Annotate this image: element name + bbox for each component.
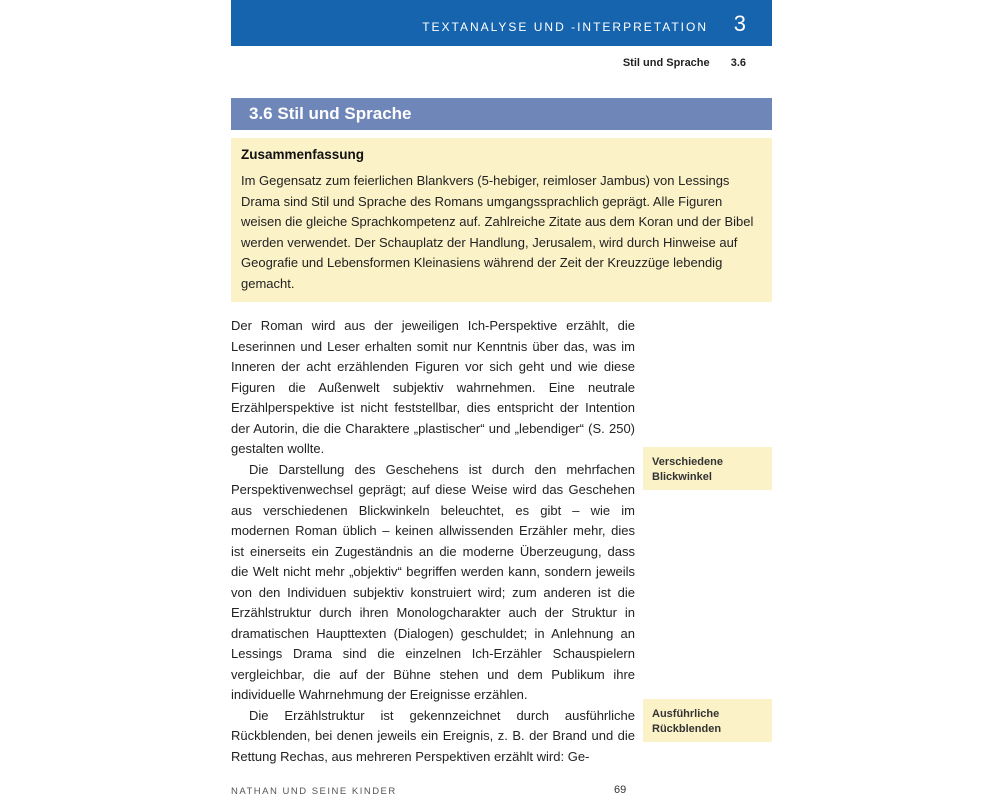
- summary-body: Im Gegensatz zum feierlichen Blankvers (5-hebiger, reimloser Jambus) von Lessings Drama sind Stil und Sprache des Romans umgangssprachlich geprägt. Alle Figuren weisen die gleiche Sprachkompetenz auf. Zahlreiche Zitate aus dem Koran und der Bibel werden verwendet. Der Schauplatz der Handlung, Jerusalem, wird durch Hinweise auf Geografie und Lebensformen Kleinasiens während der Zeit der Kreuzzüge lebendig gemacht.: [241, 173, 754, 291]
- running-head-title: Stil und Sprache: [622, 57, 710, 69]
- page-number: 69: [614, 784, 627, 796]
- margin-note-flashbacks: Ausführliche Rückblenden: [643, 699, 772, 742]
- footer-book-title: NATHAN UND SEINE KINDER: [231, 786, 397, 797]
- summary-heading: Zusammenfassung: [241, 147, 365, 162]
- chapter-title: TEXTANALYSE UND -INTERPRETATION: [422, 20, 708, 34]
- running-head: [231, 57, 746, 69]
- section-title: 3.6 Stil und Sprache: [249, 104, 412, 123]
- running-head-number: 3.6: [730, 57, 746, 69]
- margin-note-perspectives: Verschiedene Blickwinkel: [643, 447, 772, 490]
- chapter-number: 3: [733, 11, 746, 36]
- body-paragraph-2: Die Darstellung des Geschehens ist durch den mehrfachen Perspektivenwechsel geprägt; auf diese Weise wird das Geschehen aus verschiedenen Blickwinkeln beleuchtet, es gibt – wie im modernen Roman üblich – keinen allwissenden Erzähler mehr, dies ist einerseits ein Zugeständnis an die moderne Überzeugung, dass die Welt nicht mehr „objektiv“ begriffen werden kann, sondern jeweils von den Individuen subjektiv konstruiert wird; zum anderen ist die Erzählstruktur durch ihren Monologcharakter auch der Struktur in dramatischen Haupttexten (Dialogen) geschuldet; in Anlehnung an Lessings Drama sind die einzelnen Ich-Erzähler Schauspielern vergleichbar, die auf der Bühne stehen und dem Publikum ihre individuelle Wahrnehmung der Ereignisse erzählen.: [231, 461, 635, 702]
- section-title-bar: [231, 98, 772, 130]
- body-paragraph-3: Die Erzählstruktur ist gekennzeichnet durch ausführliche Rückblenden, bei denen jeweils ein Ereignis, z. B. der Brand und die Rettung Rechas, aus mehreren Perspektiven erzählt wird: Ge-: [231, 707, 635, 764]
- chapter-header-bar: [231, 0, 772, 46]
- body-paragraph-1: Der Roman wird aus der jeweiligen Ich-Perspektive erzählt, die Leserinnen und Leser erhalten somit nur Kenntnis über das, was im Inneren der acht erzählenden Figuren vor sich geht und wie diese Figuren die Außenwelt subjektiv wahrnehmen. Eine neutrale Erzählperspektive ist nicht feststellbar, dies entspricht der Intention der Autorin, die die Charaktere „plastischer“ und „lebendiger“ (S. 250) gestalten wollte.: [231, 318, 635, 456]
- body-text: [231, 316, 635, 767]
- summary-box: [231, 138, 772, 302]
